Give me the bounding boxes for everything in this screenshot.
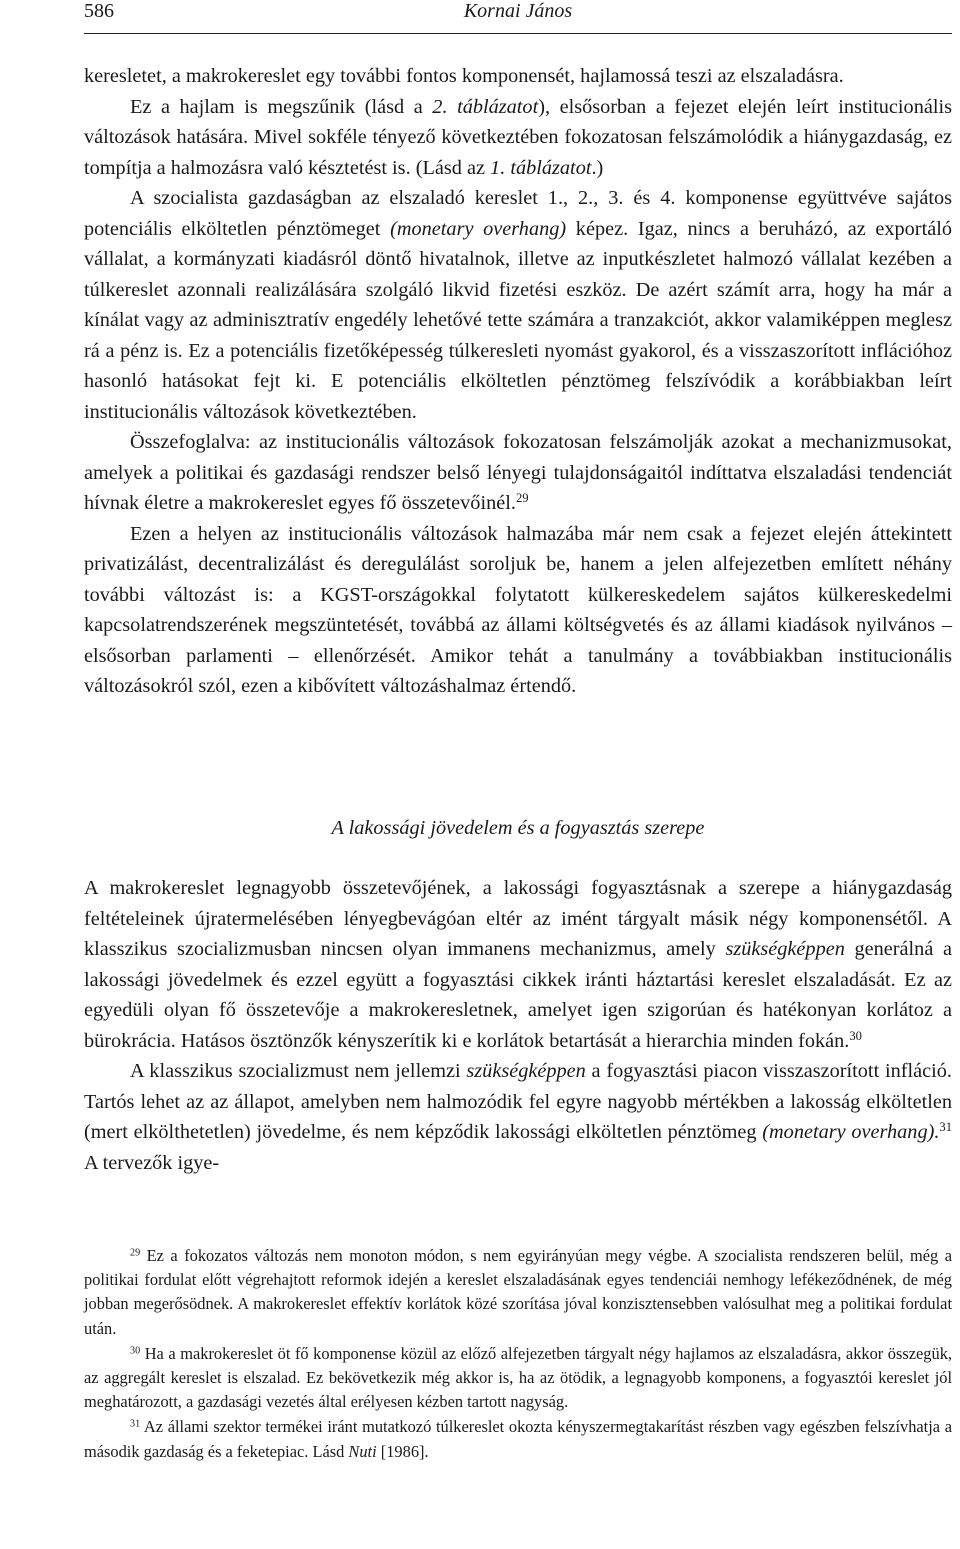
text-run: A szocialista gazdaságban az elszaladó kereslet 1., 2., 3. és 4. komponense együttvéve sajátos potenciális elköltetlen pénztömeget [84, 187, 952, 240]
footnote-marker: 30 [849, 1028, 862, 1043]
footnote-2 [84, 1342, 952, 1415]
text-run: képez. Igaz, nincs a beruházó, az exportáló vállalat, a kormányzati kiadásról döntő hivatalnok, illetve az inputkészletet halmozó vállalat kezében a túlkereslet azonnali realizálására szolgáló likvid fizetési eszköz. De azért számít arra, hogy ha már a kínálat vagy az adminisztratív engedély lehetővé tette számára a tranzakciót, akkor valamiképpen meglesz rá a pénz is. Ez a potenciális fizetőképesség túlkeresleti nyomást gyakorol, és a visszaszorított inflációhoz hasonló hatásokat fejt ki. E potenciális elköltetlen pénztömeg felszívódik a korábbiakban leírt institucionális változások következtében. [84, 217, 952, 423]
footnotes [84, 1244, 952, 1464]
text-run: A tervezők igye- [84, 1151, 220, 1174]
header-rule [84, 33, 952, 34]
text-run: A makrokereslet legnagyobb összetevőjének, a lakossági fogyasztásnak a szerepe a hiánygazdaság feltételeinek újratermelésében lényegbevágóan eltér az imént tárgyalt másik négy komponensétől. A klasszikus szocializmusban nincsen olyan immanens mechanizmus, amely [84, 877, 952, 960]
italic-text: 1. táblázatot [490, 156, 592, 179]
text-run: Összefoglalva: az institucionális változások fokozatosan felszámolják azokat a mechanizmusokat, amelyek a politikai és gazdasági rendszer belső lényegi tulajdonságaitól indíttatva elszaladási tendenciát hívnak életre a makrokereslet egyes fő összetevőinél. [84, 431, 952, 514]
text-run: ), elsősorban a fejezet elején leírt institucionális változások hatására. Mivel sokféle tényező következtében fokozatosan felszámolódik a hiánygazdaság, ez tompítja a halmozásra való késztetést is. (Lásd az [84, 95, 952, 179]
paragraph-5 [84, 519, 952, 702]
italic-text: (monetary overhang) [390, 217, 567, 240]
footnote-marker: 29 [130, 1247, 141, 1259]
paragraph-2 [84, 92, 952, 184]
text-run: A klasszikus szocializmust nem jellemzi [130, 1060, 467, 1082]
text-run: Az állami szektor termékei iránt mutatkozó túlkereslet okozta kényszermegtakarítást részben vagy egészben felszívhatja a második gazdaság és a feketepiac. Lásd [84, 1417, 952, 1461]
text-run: .) [591, 156, 604, 179]
section-paragraph-1 [84, 873, 952, 1056]
section-paragraph-2 [84, 1056, 952, 1178]
running-title: Kornai János [463, 0, 573, 22]
text-run: generálná a lakossági jövedelmek és ezzel együtt a fogyasztási cikkek iránti háztartási kereslet elszaladását. Ez az egyedüli olyan fő összetevője a makrokeresletnek, amelyet igen szigorúan és hatékonyan korlátoz a bürokrácia. Hatásos ösztönzők kényszerítik ki e korlátok betartását a hierarchia minden fokán. [84, 938, 952, 1052]
italic-text: (monetary overhang). [762, 1121, 940, 1143]
italic-text: 2. táblázatot [432, 95, 539, 118]
main-text [84, 61, 952, 702]
text-run: keresletet, a makrokereslet egy további fontos komponensét, hajlamossá teszi az elszaladásra. [84, 65, 844, 87]
text-run: [1986]. [376, 1441, 429, 1461]
text-run: Ha a makrokereslet öt fő komponense közül az előző alfejezetben tárgyalt négy hajlamos az elszaladásra, akkor összegük, az aggregált kereslet is elszalad. Ez bekövetkezik még akkor is, ha az ötödik, a legnagyobb komponens, a fogyasztói kereslet jól meghatározott, a gazdasági vezetés által erélyesen kézben tartott nagyság. [84, 1343, 952, 1412]
page-header [84, 0, 952, 34]
footnote-marker: 29 [515, 491, 529, 506]
italic-text: szükségképpen [725, 938, 845, 960]
italic-text: Nuti [348, 1441, 377, 1461]
footnote-marker: 30 [130, 1345, 141, 1357]
italic-text: szükségképpen [466, 1060, 586, 1082]
footnote-1 [84, 1244, 952, 1341]
footnote-marker: 31 [939, 1120, 952, 1135]
footnote-3 [84, 1415, 952, 1463]
section-text [84, 873, 952, 1178]
page-number: 586 [84, 0, 114, 22]
text-run: a fogyasztási piacon visszaszorított infláció. Tartós lehet az az állapot, amelyben nem halmozódik fel egyre nagyobb mértékben a lakosság elköltetlen (mert elkölthetetlen) jövedelme, és nem képződik lakossági elköltetlen pénztömeg [84, 1060, 952, 1143]
text-run: Ezen a helyen az institucionális változások halmazába már nem csak a fejezet elején áttekintett privatizálást, decentralizálást és deregulálást soroljuk be, hanem a jelen alfejezetben említett néhány további változást is: a KGST-országokkal folytatott külkereskedelem sajátos külkereskedelmi kapcsolatrendszerének megszüntetését, továbbá az állami költségvetés és az állami kiadások nyilvános – elsősorban parlamenti – ellenőrzését. Amikor tehát a tanulmány a továbbiakban institucionális változásokról szól, ezen a kibővített változáshalmaz értendő. [84, 522, 952, 697]
paragraph-4 [84, 427, 952, 519]
section-heading: A lakossági jövedelem és a fogyasztás szerepe [331, 817, 705, 839]
paragraph-3 [84, 183, 952, 427]
text-run: Ez a fokozatos változás nem monoton módon, s nem egyirányúan megy végbe. A szocialista rendszeren belül, még a politikai fordulat előtt végrehajtott reformok idején a kereslet elszaladásának egyes tendenciái nemhogy lefékeződnének, de még jobban megerősödnek. A makrokereslet effektív korlátok közé szorítása jóval konzisztensebben valósulhat meg a politikai fordulat után. [84, 1246, 952, 1338]
text-run: Ez a hajlam is megszűnik (lásd a [130, 95, 433, 118]
footnote-marker: 31 [130, 1418, 141, 1430]
paragraph-1 [84, 61, 952, 92]
